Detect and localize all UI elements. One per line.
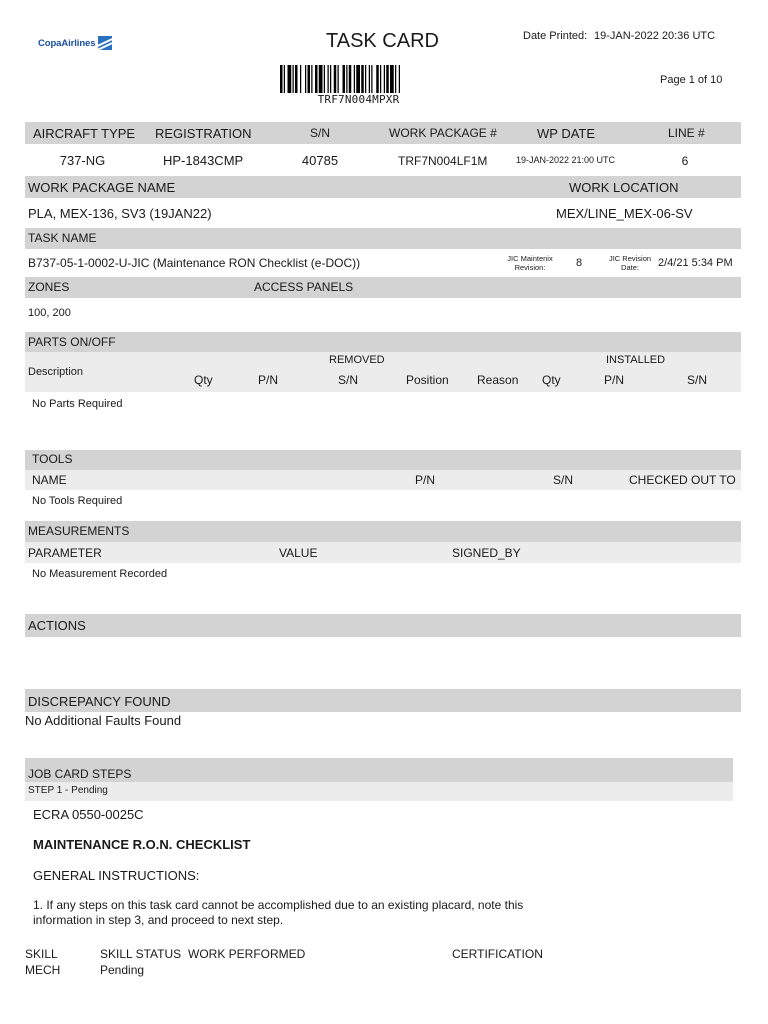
parts-removed-sn-header: S/N [338, 373, 359, 387]
work-package-number-value: TRF7N004LF1M [398, 154, 488, 168]
actions-label: ACTIONS [28, 618, 86, 633]
instruction-line-1: 1. If any steps on this task card cannot be accomplished due to an existing placard, note this [33, 898, 524, 912]
jic-revision-date-label [604, 254, 656, 272]
discrepancy-label: DISCREPANCY FOUND [28, 694, 171, 709]
date-printed-value: 19-JAN-2022 20:36 UTC [594, 30, 716, 42]
ecra-reference: ECRA 0550-0025C [33, 807, 144, 822]
line-number-value: 6 [681, 154, 689, 168]
parts-position-header: Position [406, 373, 449, 387]
instruction-line-2: information in step 3, and proceed to next step. [33, 913, 284, 927]
parts-removed-label: REMOVED [329, 354, 385, 366]
jic-revision-label-line1: JIC Maintenix [507, 254, 553, 263]
sn-header: S/N [309, 126, 330, 140]
measurements-parameter-header: PARAMETER [28, 546, 102, 560]
date-printed-label: Date Printed: [523, 30, 588, 42]
step-band [25, 782, 733, 801]
aircraft-type-value: 737-NG [59, 153, 106, 168]
registration-header: REGISTRATION [155, 126, 252, 141]
measurements-columns-band [25, 542, 741, 563]
zones-label: ZONES [28, 280, 70, 294]
barcode-icon [280, 65, 437, 93]
zones-band [25, 277, 741, 298]
parts-description-header: Description [28, 366, 84, 378]
actions-band [25, 614, 741, 637]
airline-name: CopaAirlines [38, 37, 96, 49]
registration-value: HP-1843CMP [163, 153, 244, 168]
jic-revision-date-label-line2: Date: [621, 263, 639, 272]
parts-empty-text: No Parts Required [32, 398, 123, 410]
general-instructions: GENERAL INSTRUCTIONS: [33, 868, 200, 883]
tools-band [25, 450, 741, 470]
tools-label: TOOLS [32, 452, 73, 466]
work-location-label: WORK LOCATION [569, 180, 679, 195]
page-number: Page 1 of 10 [660, 74, 723, 86]
page-title: TASK CARD [326, 30, 439, 52]
jic-revision-label [500, 254, 560, 272]
work-package-name-label: WORK PACKAGE NAME [28, 180, 176, 195]
jic-revision-value: 8 [576, 257, 583, 269]
parts-removed-qty-header: Qty [194, 373, 213, 387]
job-steps-label: JOB CARD STEPS [28, 767, 132, 781]
jic-revision-date-label-line1: JIC Revision [608, 254, 652, 263]
barcode-text: TRF7N004MPXR [317, 93, 400, 106]
airline-logo-icon [98, 36, 112, 50]
measurements-label: MEASUREMENTS [28, 524, 130, 538]
tools-sn-header: S/N [553, 473, 574, 487]
task-name-value: B737-05-1-0002-U-JIC (Maintenance RON Checklist (e-DOC)) [28, 256, 361, 270]
access-panels-label: ACCESS PANELS [254, 280, 354, 294]
aircraft-type-header: AIRCRAFT TYPE [33, 126, 136, 141]
tools-name-header: NAME [32, 473, 67, 487]
step-label: STEP 1 - Pending [28, 785, 108, 796]
work-location-value: MEX/LINE_MEX-06-SV [556, 206, 693, 221]
parts-installed-label: INSTALLED [606, 354, 666, 366]
jic-revision-date-value: 2/4/21 5:34 PM [658, 257, 733, 269]
airline-logo [38, 36, 112, 50]
line-number-header: LINE # [668, 126, 705, 140]
parts-band [25, 332, 741, 352]
task-name-band [25, 228, 741, 249]
measurements-value-header: VALUE [279, 546, 318, 560]
measurements-signed-by-header: SIGNED_BY [452, 546, 521, 560]
wp-date-value: 19-JAN-2022 21:00 UTC [516, 155, 616, 165]
wp-date-header: WP DATE [537, 126, 596, 141]
jic-revision-label-line2: Revision: [514, 263, 546, 272]
skill-status-header: SKILL STATUS [100, 947, 182, 961]
checklist-heading: MAINTENANCE R.O.N. CHECKLIST [33, 837, 251, 852]
parts-installed-qty-header: Qty [542, 373, 561, 387]
parts-removed-pn-header: P/N [258, 373, 279, 387]
parts-installed-sn-header: S/N [687, 373, 708, 387]
certification-header: CERTIFICATION [452, 947, 543, 961]
task-name-label: TASK NAME [28, 231, 97, 245]
measurements-band [25, 521, 741, 542]
skill-status-value: Pending [100, 963, 145, 977]
work-package-name-value: PLA, MEX-136, SV3 (19JAN22) [28, 206, 212, 221]
parts-reason-header: Reason [477, 373, 519, 387]
zones-value: 100, 200 [28, 307, 71, 319]
tools-checked-out-header: CHECKED OUT TO [629, 473, 736, 487]
discrepancy-value: No Additional Faults Found [25, 713, 182, 728]
parts-installed-pn-header: P/N [604, 373, 625, 387]
work-performed-header: WORK PERFORMED [188, 947, 306, 961]
measurements-empty-text: No Measurement Recorded [32, 568, 168, 580]
skill-header: SKILL [25, 947, 58, 961]
parts-label: PARTS ON/OFF [28, 335, 116, 349]
work-package-number-header: WORK PACKAGE # [389, 126, 497, 140]
tools-pn-header: P/N [415, 473, 436, 487]
sn-value: 40785 [301, 153, 339, 168]
skill-value: MECH [25, 963, 61, 977]
tools-empty-text: No Tools Required [32, 495, 123, 507]
